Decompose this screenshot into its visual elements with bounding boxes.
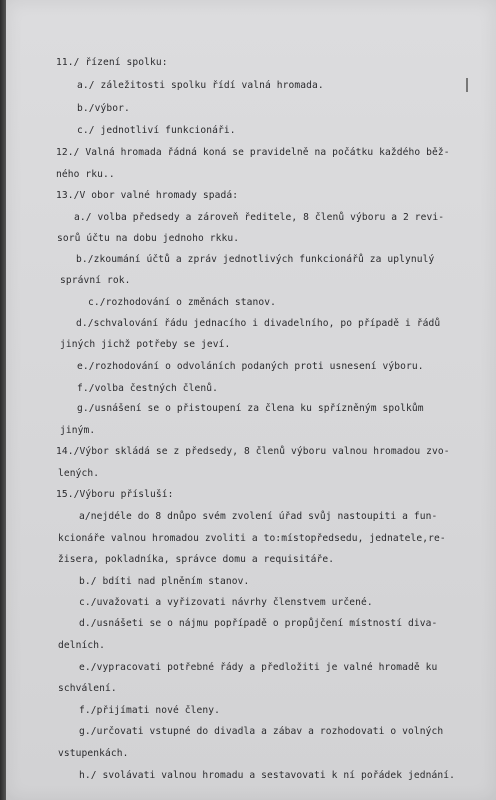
item-15d-line-1: d./usnášeti se o nájmu popřípadě o propůjčení místností diva- (79, 618, 438, 629)
item-15c: c./uvažovati a vyřizovati návrhy členstvem určené. (79, 597, 373, 608)
item-15h: h./ svolávati valnou hromadu a sestavovati k ní pořádek jednání. (79, 770, 456, 781)
item-15f: f./přijímati nové členy. (79, 705, 221, 716)
item-11b: b./výbor. (77, 103, 130, 114)
item-15g-line-1: g./určovati vstupné do divadla a zábav a rozhodovati o volných (79, 726, 444, 737)
section-11-heading: 11./ řízení spolku: (56, 57, 168, 68)
section-14-line-1: 14./Výbor skládá se z předsedy, 8 členů výboru valnou hromadou zvo- (56, 446, 450, 457)
item-15d-line-2: delních. (58, 640, 106, 651)
item-15e-line-1: e./vypracovati potřebné řády a předložiti je valné hromadě ku (79, 662, 438, 673)
item-13f: f./volba čestných členů. (77, 383, 219, 394)
item-13g-line-2: jiným. (60, 425, 96, 436)
item-13d-line-1: d./schvalování řádu jednacího i divadelního, po případě i řádů (76, 318, 441, 329)
item-15a-line-1: a/nejdéle do 8 dnůpo svém zvolení úřad svůj nastoupiti a fun- (79, 511, 438, 522)
item-13g-line-1: g./usnášení se o přistoupení za člena ku spřízněným spolkům (77, 403, 424, 414)
item-11a: a./ záležitosti spolku řídí valná hromada. (77, 80, 324, 91)
item-15g-line-2: vstupenkách. (58, 748, 129, 759)
item-15b: b./ bdíti nad plněním stanov. (79, 576, 250, 587)
item-13e: e./rozhodování o odvoláních podaných proti usnesení výboru. (77, 361, 424, 372)
item-15e-line-2: schválení. (58, 683, 117, 694)
typewritten-page (6, 0, 496, 800)
item-15a-line-2: kcionáře valnou hromadou zvoliti a to:místopředsedu, jednatele,re- (58, 533, 446, 544)
section-15-heading: 15./Výboru přísluší: (56, 489, 174, 500)
item-13a-line-1: a./ volba předsedy a zároveň ředitele, 8 členů výboru a 2 revi- (74, 212, 445, 223)
section-13-heading: 13./V obor valné hromady spadá: (56, 190, 239, 201)
section-12-line-2: ného rku.. (56, 169, 115, 180)
item-13d-line-2: jiných jichž potřeby se jeví. (60, 339, 231, 350)
section-12-line-1: 12./ Valná hromada řádná koná se pravidelně na počátku každého běž- (56, 147, 450, 158)
margin-mark (466, 78, 468, 92)
item-13b-line-1: b./zkoumání účtů a zpráv jednotlivých funkcionářů za uplynulý (76, 254, 435, 265)
item-13c: c./rozhodování o změnách stanov. (88, 297, 277, 308)
item-11c: c./ jednotliví funkcionáři. (77, 125, 236, 136)
item-15a-line-3: žisera, pokladníka, správce domu a requisitáře. (58, 554, 335, 565)
item-13b-line-2: správní rok. (60, 275, 131, 286)
section-14-line-2: lených. (58, 468, 100, 479)
item-13a-line-2: sorů účtu na dobu jednoho rkku. (57, 233, 240, 244)
